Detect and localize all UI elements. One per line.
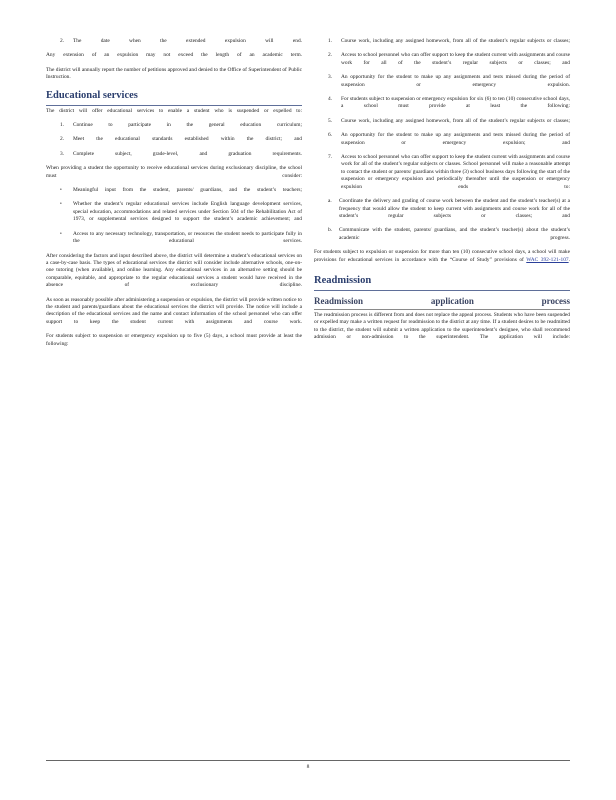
paragraph-after-considering: After considering the factors and input described above, the district will determine a student’s educational services on a case-by-case basis. The types of educational services the district will consider include alternative schools, one-on-one tutoring (when available), and online learning. Any educational services in an alternative setting should be comparable, equitable, and appropriate to the regular educational services a student would have received in the absence of exclusionary discipline.	[46, 252, 302, 289]
list-number: 6.	[328, 132, 333, 139]
list-item	[46, 122, 302, 129]
bullet-item	[46, 201, 302, 223]
list-number: 2.	[328, 52, 333, 59]
wac-link[interactable]: WAC 392-121-107	[526, 256, 569, 263]
list-number: b.	[328, 227, 333, 234]
list-item	[314, 118, 570, 125]
right-column	[314, 38, 570, 349]
list-text: An opportunity for the student to make up any assignments and tests missed during the period of suspension or emergency expulsion; and	[341, 132, 570, 146]
list-item	[46, 151, 302, 158]
bullet-icon: •	[60, 231, 62, 237]
list-long-suspension	[314, 118, 570, 191]
list-text: Continue to participate in the general education curriculum;	[73, 122, 302, 129]
list-item	[314, 52, 570, 67]
heading-readmission: Readmission	[314, 274, 570, 291]
list-text: Communicate with the student, parents/ guardians, and the student’s teacher(s) about the student’s academic progress.	[339, 227, 570, 241]
list-number: 5.	[328, 117, 333, 124]
bullet-item	[46, 231, 302, 246]
list-goals	[46, 122, 302, 158]
list-item	[314, 198, 570, 220]
list-item	[314, 38, 570, 45]
bullet-list-considerations	[46, 187, 302, 245]
list-item	[314, 227, 570, 242]
list-text: The date when the extended expulsion will end.	[73, 38, 302, 44]
list-number: 7.	[328, 154, 333, 161]
list-number: 1.	[328, 38, 333, 44]
paragraph-five-days: For students subject to suspension or emergency expulsion up to five (5) days, a school must provide at least the following:	[46, 333, 302, 347]
list-item	[314, 96, 570, 111]
list-text: Meet the educational standards established within the district; and	[73, 136, 302, 143]
paragraph-when-providing: When providing a student the opportunity to receive educational services during exclusionary discipline, the school must consider:	[46, 165, 302, 179]
list-text: Access to school personnel who can offer support to keep the student current with assignments and course work for all of the student’s regular subjects or classes; and	[341, 52, 570, 66]
list-text: Coordinate the delivery and grading of course work between the student and the student’s teacher(s) at a frequency that would allow the student to keep current with assignments and course work for all of the student’s regular subjects or classes; and	[339, 198, 570, 219]
list-number: 1.	[60, 122, 65, 129]
list-number: 2.	[60, 38, 65, 44]
bullet-item	[46, 187, 302, 194]
sublist-contact	[314, 198, 570, 242]
footer-divider	[46, 760, 570, 761]
list-number: 3.	[60, 150, 65, 157]
left-column	[46, 38, 302, 355]
heading-educational-services: Educational services	[46, 89, 302, 106]
bullet-icon: •	[60, 202, 62, 208]
list-item	[314, 74, 570, 89]
paragraph-report: The district will annually report the number of petitions approved and denied to the Office of Superintendent of Public Instruction.	[46, 66, 302, 81]
list-item	[314, 132, 570, 147]
bullet-text: Access to any necessary technology, transportation, or resources the student needs to participate fully in the educational services.	[73, 230, 302, 245]
bullet-text: Meaningful input from the student, parents/ guardians, and the student’s teachers;	[73, 187, 302, 194]
paragraph-offer: The district will offer educational services to enable a student who is suspended or expelled to:	[46, 107, 302, 114]
paragraph-period: .	[568, 256, 570, 263]
paragraph-text: For students subject to expulsion or suspension for more than ten (10) consecutive school days, a school will make provisions for educational services in accordance with the “Course of Study” provisions of	[314, 249, 570, 263]
bullet-text: Whether the student’s regular educational services include English language development services, special education, accommodations and related services under Section 504 of the Rehabilitation Act of 1973, or supplemental services designed to support the student’s academic achievement; and	[73, 201, 302, 223]
paragraph-more-than-ten	[314, 249, 570, 264]
list-number: a.	[328, 198, 332, 205]
page-number: 8	[306, 764, 310, 770]
list-text: Course work, including any assigned homework, from all of the student’s regular subjects or classes;	[341, 38, 570, 44]
list-short-suspension	[314, 38, 570, 89]
list-number: 4.	[328, 96, 333, 103]
list-item	[46, 136, 302, 143]
list-number: 3.	[328, 74, 333, 81]
list-text: Course work, including any assigned homework, from all of the student’s regular subjects or classes;	[341, 117, 570, 124]
paragraph-written-notice: As soon as reasonably possible after administering a suspension or expulsion, the district will provide written notice to the student and parents/guardians about the educational services the district will provide. The notice will include a description of the educational services and the name and contact information of the school personnel who can offer support to keep the student current with assignments and course work.	[46, 296, 303, 325]
list-text: Complete subject, grade-level, and graduation requirements.	[73, 150, 302, 157]
bullet-icon: •	[60, 188, 62, 194]
list-text: For students subject to suspension or emergency expulsion for six (6) to ten (10) consecutive school days, a school must provide at least the following:	[341, 96, 570, 110]
list-text: Access to school personnel who can offer support to keep the student current with assignments and course work for all of the student’s regular subjects or classes. School personnel will make a reasonable attempt to contact the student or parents/ guardians within three (3) school business days following the start of the suspension or emergency expulsion and periodically thereafter until the suspension or emergency expulsion ends to:	[341, 154, 570, 190]
list-number: 2.	[60, 136, 65, 143]
list-item	[46, 38, 302, 45]
list-item	[314, 154, 570, 191]
list-text: An opportunity for the student to make up any assignments and tests missed during the period of suspension or emergency expulsion.	[341, 74, 570, 88]
paragraph-extension: Any extension of an expulsion may not exceed the length of an academic term.	[46, 52, 302, 59]
heading-readmission-process: Readmission application process	[314, 295, 570, 310]
paragraph-readmission: The readmission process is different from and does not replace the appeal process. Students who have been suspended or expelled may make a written request for readmission to the district at any time. If a student desires to be readmitted to the district, the student will submit a written application to the superintendent’s designee, who shall recommend admission or non-admission to the superintendent. The application will include:	[314, 311, 570, 341]
